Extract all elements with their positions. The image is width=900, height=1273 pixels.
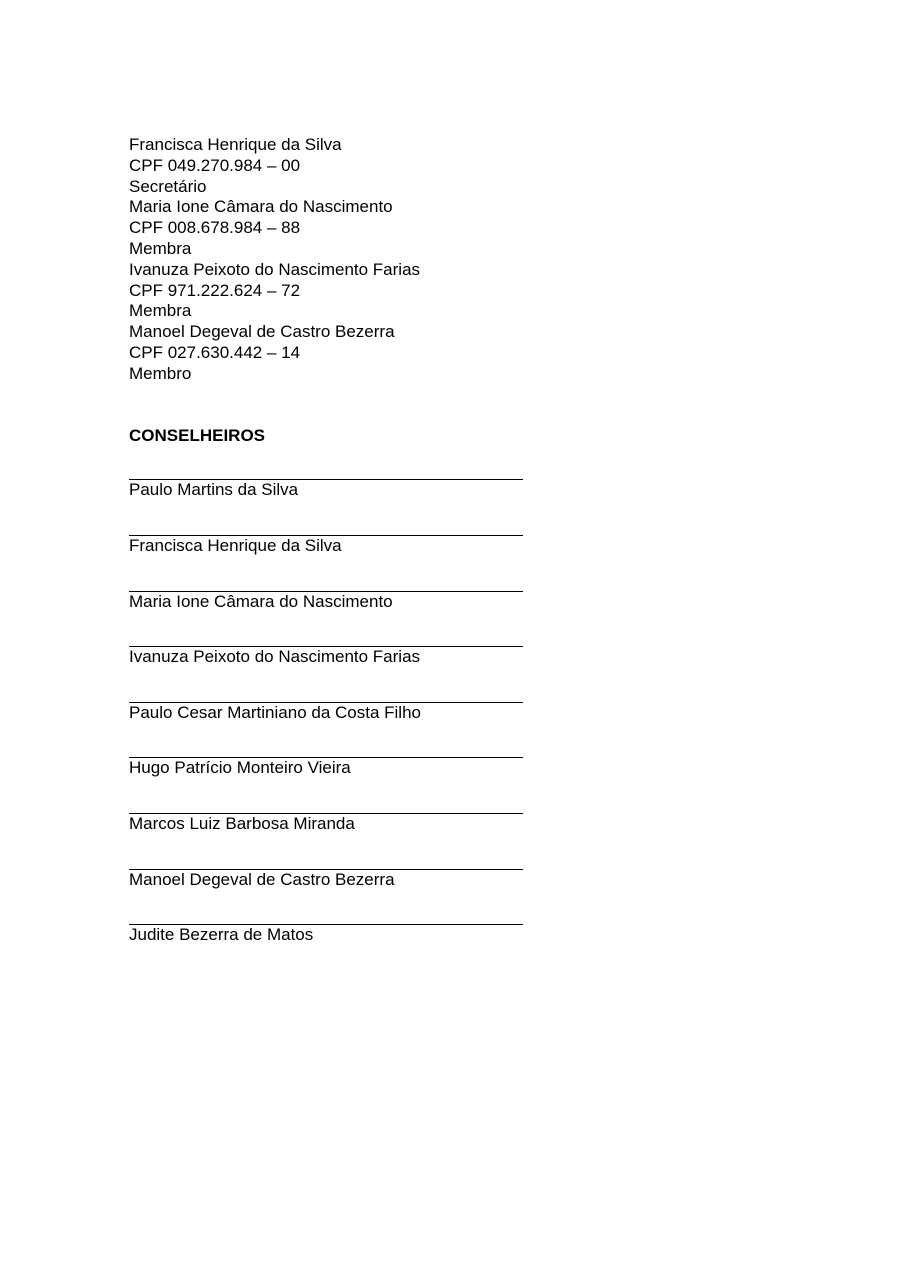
signatory-name: Marcos Luiz Barbosa Miranda	[129, 813, 355, 833]
signatory-name: Francisca Henrique da Silva	[129, 535, 342, 555]
signatory-name: Hugo Patrício Monteiro Vieira	[129, 758, 351, 778]
member-entry	[129, 197, 829, 259]
member-cpf: CPF 027.630.442 – 14	[129, 342, 301, 362]
signature-block	[129, 891, 829, 947]
member-entry	[129, 260, 829, 322]
document-page	[129, 135, 829, 947]
member-entry	[129, 322, 829, 384]
member-cpf: CPF 971.222.624 – 72	[129, 280, 301, 300]
member-name: Manoel Degeval de Castro Bezerra	[129, 322, 395, 342]
signatory-name: Judite Bezerra de Matos	[129, 925, 314, 945]
member-name: Ivanuza Peixoto do Nascimento Farias	[129, 259, 421, 279]
signature-block	[129, 446, 829, 502]
member-entry	[129, 135, 829, 197]
signature-block	[129, 780, 829, 836]
member-role: Membro	[129, 363, 192, 383]
signatory-name: Ivanuza Peixoto do Nascimento Farias	[129, 647, 421, 667]
signatory-name: Manoel Degeval de Castro Bezerra	[129, 869, 395, 889]
member-name: Maria Ione Câmara do Nascimento	[129, 197, 393, 217]
signatory-name: Maria Ione Câmara do Nascimento	[129, 591, 393, 611]
board-members-list	[129, 135, 829, 385]
signatory-name: Paulo Cesar Martiniano da Costa Filho	[129, 702, 421, 722]
member-role: Membra	[129, 301, 192, 321]
section-title: CONSELHEIROS	[129, 425, 266, 445]
signatory-name: Paulo Martins da Silva	[129, 480, 299, 500]
signature-block	[129, 558, 829, 614]
signature-block	[129, 669, 829, 725]
member-cpf: CPF 008.678.984 – 88	[129, 218, 301, 238]
member-name: Francisca Henrique da Silva	[129, 135, 342, 154]
member-role: Secretário	[129, 176, 207, 196]
signature-block	[129, 724, 829, 780]
member-cpf: CPF 049.270.984 – 00	[129, 155, 301, 175]
signature-block	[129, 502, 829, 558]
signature-block	[129, 613, 829, 669]
signature-block	[129, 836, 829, 892]
member-role: Membra	[129, 238, 192, 258]
signature-list	[129, 446, 829, 946]
